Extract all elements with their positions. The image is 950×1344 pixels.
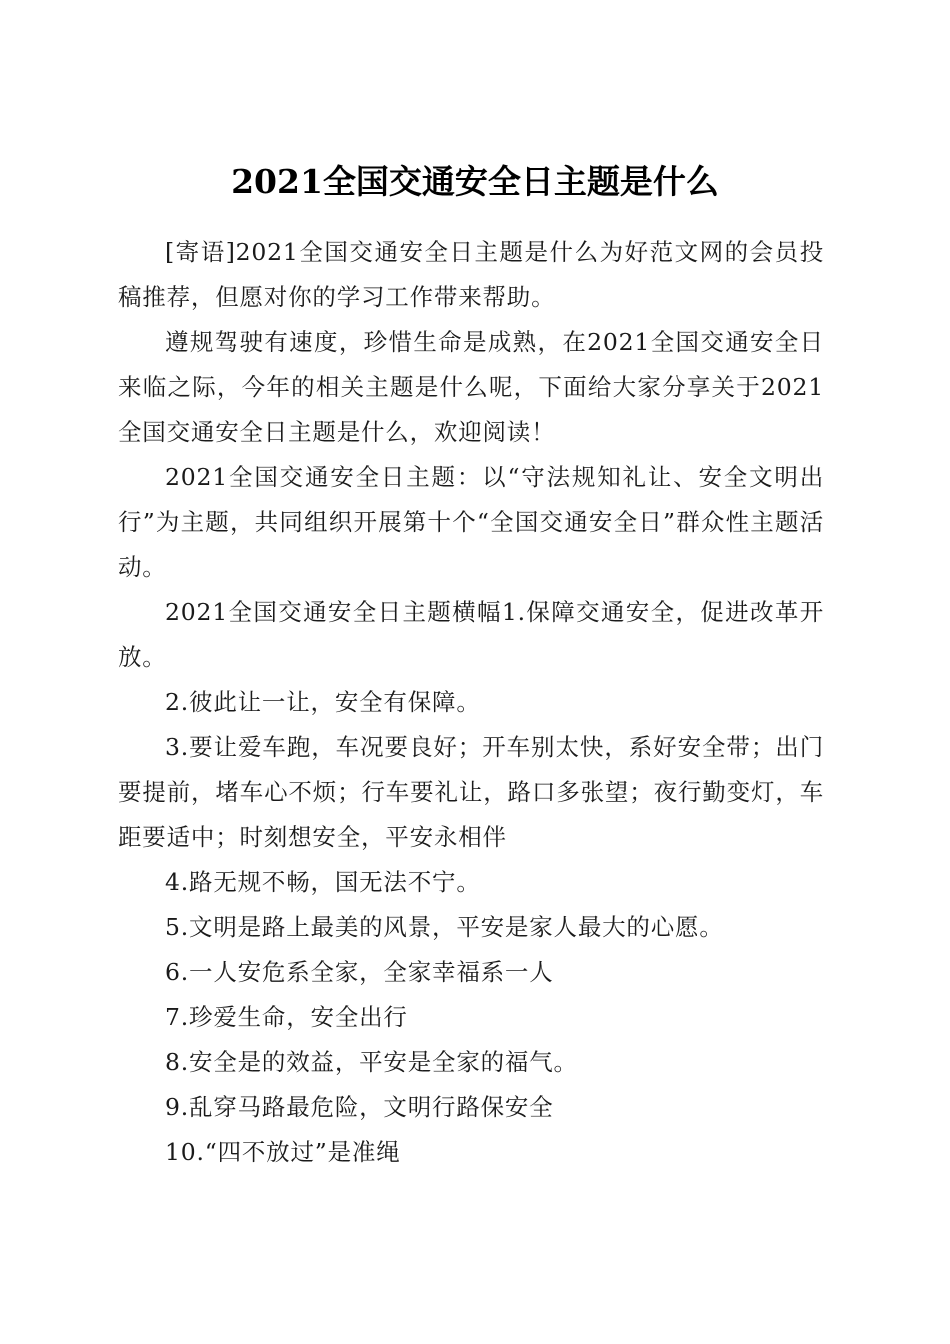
paragraph-intro: [寄语]2021全国交通安全日主题是什么为好范文网的会员投稿推荐，但愿对你的学习工作带来帮助。 — [118, 238, 824, 311]
list-item-7: 7.珍爱生命，安全出行 — [165, 1003, 408, 1031]
list-item-9: 9.乱穿马路最危险，文明行路保安全 — [165, 1093, 554, 1121]
list-item-10: 10.“四不放过”是准绳 — [165, 1138, 401, 1166]
list-item-6: 6.一人安危系全家，全家幸福系一人 — [165, 958, 554, 986]
document-title: 2021全国交通安全日主题是什么 — [231, 162, 719, 202]
list-item-2: 2.彼此让一让，安全有保障。 — [165, 688, 481, 716]
document-body — [118, 230, 824, 1175]
paragraph-lead: 遵规驾驶有速度，珍惜生命是成熟，在2021全国交通安全日来临之际，今年的相关主题是什么呢，下面给大家分享关于2021全国交通安全日主题是什么，欢迎阅读！ — [118, 328, 824, 446]
paragraph-theme: 2021全国交通安全日主题：以“守法规知礼让、安全文明出行”为主题，共同组织开展第十个“全国交通安全日”群众性主题活动。 — [118, 463, 824, 581]
paragraph-banner-1: 2021全国交通安全日主题横幅1.保障交通安全，促进改革开放。 — [118, 598, 824, 671]
list-item-4: 4.路无规不畅，国无法不宁。 — [165, 868, 481, 896]
list-item-3: 3.要让爱车跑，车况要良好；开车别太快，系好安全带；出门要提前，堵车心不烦；行车要礼让，路口多张望；夜行勤变灯，车距要适中；时刻想安全，平安永相伴 — [118, 733, 824, 851]
list-item-8: 8.安全是的效益，平安是全家的福气。 — [165, 1048, 578, 1076]
list-item-5: 5.文明是路上最美的风景，平安是家人最大的心愿。 — [165, 913, 724, 941]
